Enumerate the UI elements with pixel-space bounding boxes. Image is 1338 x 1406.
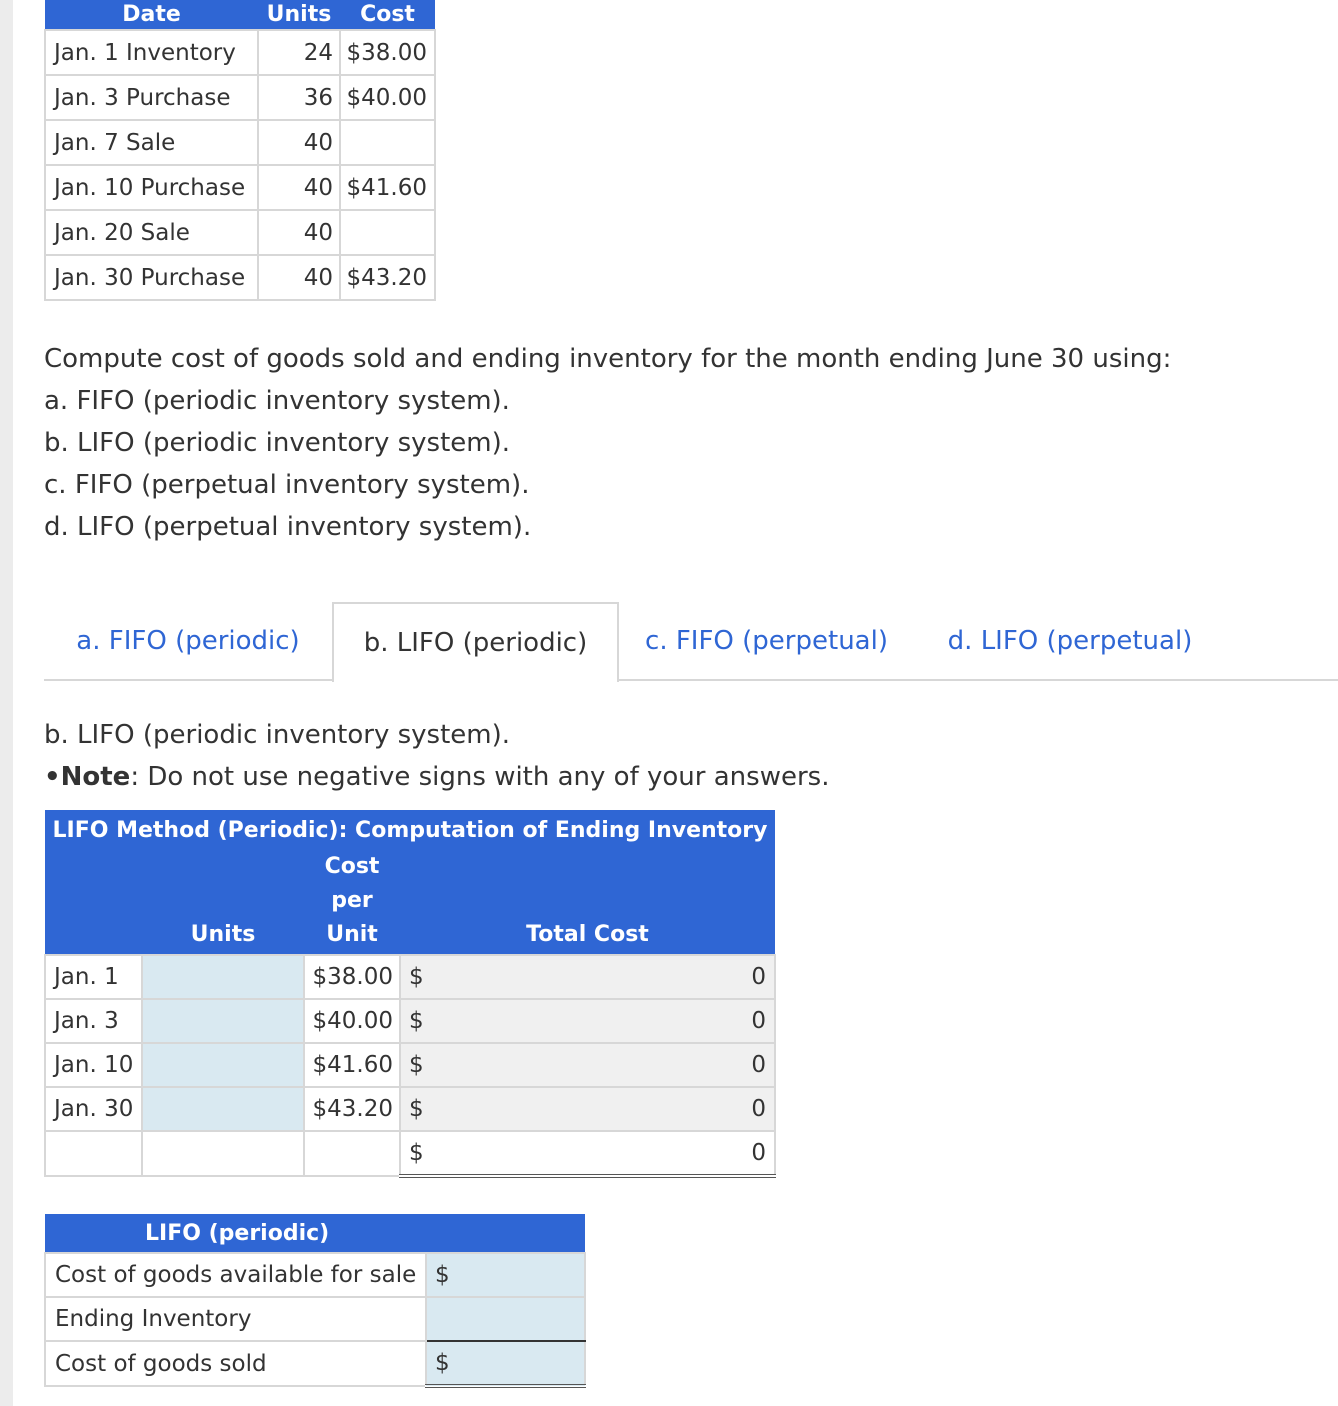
- total-cost-sum: 0: [431, 1131, 775, 1176]
- header-blank: [45, 850, 142, 955]
- currency-symbol: $: [400, 1087, 431, 1131]
- lifo-summary-table: [44, 1214, 586, 1388]
- question-item: a. FIFO (periodic inventory system).: [44, 386, 510, 416]
- table-row: [45, 75, 435, 120]
- table-row: [45, 1043, 775, 1087]
- header-cost: Cost: [340, 0, 435, 30]
- header-total-cost: Total Cost: [400, 850, 775, 955]
- row-label: Jan. 3: [45, 999, 142, 1043]
- tab-lifo-periodic[interactable]: b. LIFO (periodic): [332, 602, 619, 682]
- cost-per-unit-value: $38.00: [304, 955, 400, 999]
- row-date: Jan. 1 Inventory: [45, 30, 258, 75]
- tab-bar: [44, 602, 1338, 680]
- note-text: : Do not use negative signs with any of your answers.: [130, 762, 830, 792]
- tab-fifo-perpetual[interactable]: c. FIFO (perpetual): [645, 626, 888, 656]
- currency-symbol: $: [400, 1043, 431, 1087]
- table-row: [45, 1297, 585, 1341]
- lifo-header-row: [45, 850, 775, 955]
- row-date: Jan. 3 Purchase: [45, 75, 258, 120]
- row-label: Jan. 1: [45, 955, 142, 999]
- header-date: Date: [45, 0, 258, 30]
- row-units: 40: [258, 120, 340, 165]
- header-cost-per-unit: Cost per Unit: [304, 850, 400, 955]
- table-row: [45, 120, 435, 165]
- cogs-label: Cost of goods sold: [45, 1341, 426, 1386]
- section-instructions: [44, 714, 829, 798]
- total-cost-value: 0: [431, 999, 775, 1043]
- cost-per-unit-value: $40.00: [304, 999, 400, 1043]
- question-intro: Compute cost of goods sold and ending inventory for the month ending June 30 using:: [44, 344, 1172, 374]
- left-rail: [0, 0, 13, 1406]
- note-label: Note: [60, 762, 131, 792]
- total-row: [45, 1131, 775, 1176]
- row-date: Jan. 20 Sale: [45, 210, 258, 255]
- lifo-title-row: [45, 810, 775, 850]
- cost-per-unit-value: $41.60: [304, 1043, 400, 1087]
- row-cost: $40.00: [340, 75, 435, 120]
- table-row: [45, 210, 435, 255]
- question-item: d. LIFO (perpetual inventory system).: [44, 512, 532, 542]
- row-label: Jan. 10: [45, 1043, 142, 1087]
- question-item: c. FIFO (perpetual inventory system).: [44, 470, 530, 500]
- total-cost-value: 0: [431, 1087, 775, 1131]
- question-text: [44, 338, 1171, 548]
- tab-lifo-perpetual[interactable]: d. LIFO (perpetual): [947, 626, 1193, 656]
- ending-inventory-label: Ending Inventory: [45, 1297, 426, 1341]
- total-cost-value: 0: [431, 1043, 775, 1087]
- ending-inventory-input[interactable]: [426, 1297, 585, 1341]
- cogas-label: Cost of goods available for sale: [45, 1253, 426, 1297]
- row-label: Jan. 30: [45, 1087, 142, 1131]
- total-units-blank: [142, 1131, 304, 1176]
- row-units: 24: [258, 30, 340, 75]
- question-item: b. LIFO (periodic inventory system).: [44, 428, 511, 458]
- cogas-input[interactable]: $: [426, 1253, 585, 1297]
- inventory-header-row: [45, 0, 435, 30]
- units-input[interactable]: [142, 955, 304, 999]
- cost-per-unit-value: $43.20: [304, 1087, 400, 1131]
- table-row: [45, 955, 775, 999]
- units-input[interactable]: [142, 1043, 304, 1087]
- row-cost: $41.60: [340, 165, 435, 210]
- lifo-computation-table: [44, 810, 776, 1178]
- row-date: Jan. 7 Sale: [45, 120, 258, 165]
- total-cpu-blank: [304, 1131, 400, 1176]
- table-row: [45, 30, 435, 75]
- table-row: [45, 255, 435, 300]
- note-line: [44, 756, 829, 798]
- table-row: [45, 999, 775, 1043]
- row-units: 36: [258, 75, 340, 120]
- cogs-input[interactable]: $: [426, 1341, 585, 1386]
- summary-title-row: [45, 1214, 585, 1253]
- row-cost: [340, 210, 435, 255]
- row-date: Jan. 10 Purchase: [45, 165, 258, 210]
- summary-title: LIFO (periodic): [45, 1214, 585, 1253]
- row-date: Jan. 30 Purchase: [45, 255, 258, 300]
- table-row: [45, 1341, 585, 1386]
- header-units: Units: [258, 0, 340, 30]
- units-input[interactable]: [142, 999, 304, 1043]
- table-row: [45, 1087, 775, 1131]
- inventory-table: [44, 0, 436, 301]
- table-row: [45, 1253, 585, 1297]
- lifo-table-title: LIFO Method (Periodic): Computation of Ending Inventory: [45, 810, 775, 850]
- currency-symbol: $: [400, 955, 431, 999]
- row-cost: [340, 120, 435, 165]
- total-currency-symbol: $: [400, 1131, 431, 1176]
- row-units: 40: [258, 165, 340, 210]
- header-units: Units: [142, 850, 304, 955]
- total-label-blank: [45, 1131, 142, 1176]
- row-cost: $38.00: [340, 30, 435, 75]
- table-row: [45, 165, 435, 210]
- currency-symbol: $: [400, 999, 431, 1043]
- row-cost: $43.20: [340, 255, 435, 300]
- note-bullet: •: [44, 762, 61, 792]
- row-units: 40: [258, 255, 340, 300]
- row-units: 40: [258, 210, 340, 255]
- tab-fifo-periodic[interactable]: a. FIFO (periodic): [76, 626, 300, 656]
- total-cost-value: 0: [431, 955, 775, 999]
- units-input[interactable]: [142, 1087, 304, 1131]
- section-heading: b. LIFO (periodic inventory system).: [44, 720, 511, 750]
